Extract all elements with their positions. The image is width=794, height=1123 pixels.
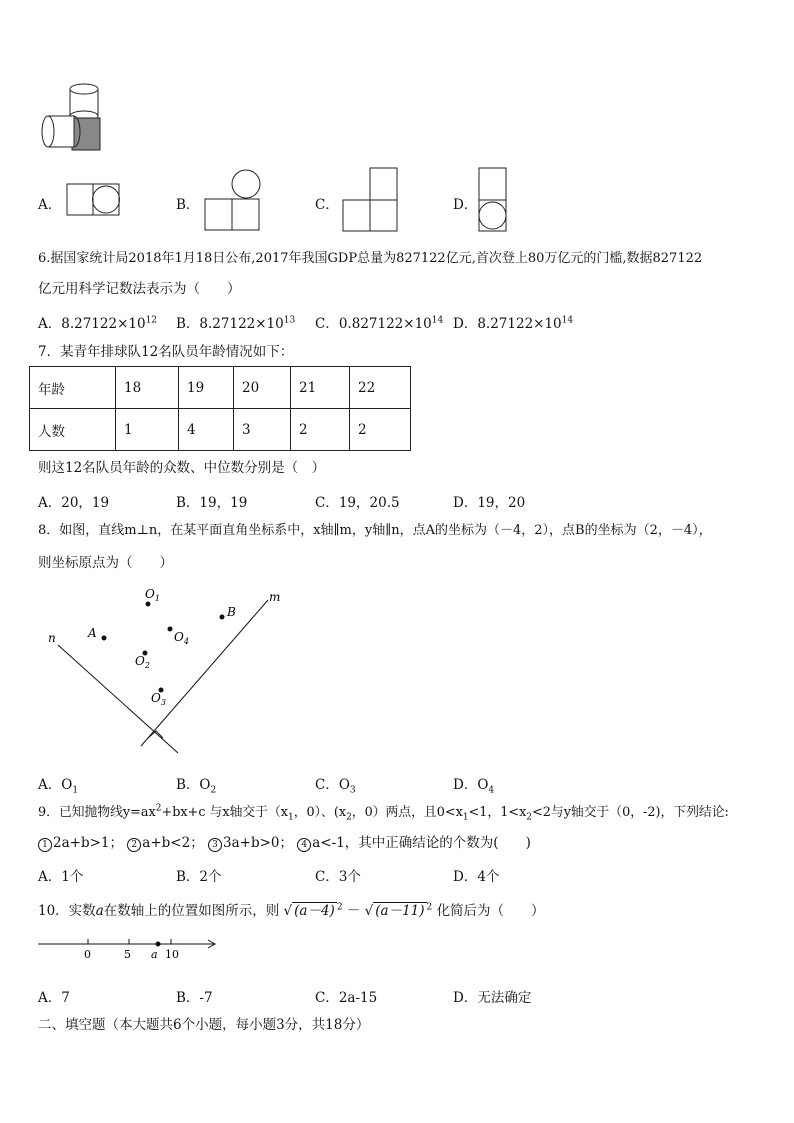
q10-option-c[interactable]: C．2a-15 bbox=[315, 990, 378, 1006]
q9-option-d[interactable]: D．4个 bbox=[453, 869, 500, 885]
point-a bbox=[156, 942, 161, 947]
point-a bbox=[102, 636, 107, 641]
q10-stem: 10．实数a在数轴上的位置如图所示，则 √ (a－4) $^2$ － √ (a－11) $^2$ 化简后为（ ） bbox=[38, 902, 545, 919]
q5-option-c-view bbox=[342, 167, 400, 233]
point-b bbox=[220, 615, 225, 620]
table-cell: 21 bbox=[291, 367, 350, 409]
q8-option-c[interactable]: C．$O_3$ bbox=[315, 777, 356, 796]
table-cell: 年龄 bbox=[30, 367, 116, 409]
q6-stem-line2: 亿元用科学记数法表示为（ ） bbox=[38, 281, 241, 297]
q5-option-d-label[interactable]: D． bbox=[453, 197, 478, 213]
table-cell: 19 bbox=[179, 367, 234, 409]
svg-text:a: a bbox=[151, 948, 158, 961]
q7-option-a[interactable]: A．20，19 bbox=[38, 495, 110, 511]
table-cell: 3 bbox=[234, 409, 291, 451]
q8-option-b[interactable]: B．$O_2$ bbox=[176, 777, 217, 796]
q6-option-a[interactable]: A．$8.27122\times 10^{12}$ bbox=[38, 315, 158, 332]
circled-number: 3 bbox=[208, 838, 222, 852]
q5-option-d-view bbox=[478, 167, 508, 233]
point-o3-label: $O_3$ bbox=[151, 691, 166, 707]
table-cell: 18 bbox=[116, 367, 179, 409]
table-cell: 1 bbox=[116, 409, 179, 451]
q9-option-b[interactable]: B．2个 bbox=[176, 869, 222, 885]
line-n-label: n bbox=[48, 631, 56, 645]
q9-option-a[interactable]: A．1个 bbox=[38, 869, 84, 885]
q5-option-c-label[interactable]: C． bbox=[315, 197, 339, 213]
q9-stem-line1: 9．已知抛物线$y=ax^2+bx+c$ 与x轴交于（$x_1$，0）、($x_2$，0）两点，且$0<x_1<1$，$1<x_2<2$与y轴交于（0，-2)，下列结论: bbox=[38, 803, 729, 823]
table-cell: 人数 bbox=[30, 409, 116, 451]
table-cell: 2 bbox=[350, 409, 411, 451]
svg-text:0: 0 bbox=[84, 948, 91, 961]
point-o1 bbox=[146, 602, 151, 607]
sqrt-symbol: √ bbox=[283, 903, 293, 919]
q8-figure bbox=[40, 585, 300, 760]
point-o4-label: $O_4$ bbox=[174, 630, 189, 646]
q5-option-a-view bbox=[66, 183, 122, 217]
section-2-heading: 二、填空题（本大题共6个小题，每小题3分，共18分） bbox=[38, 1017, 370, 1033]
q10-option-b[interactable]: B．-7 bbox=[176, 990, 213, 1006]
q7-question: 则这12名队员年龄的众数、中位数分别是（ ） bbox=[38, 460, 326, 476]
q8-stem-line1: 8．如图，直线m⊥n，在某平面直角坐标系中，x轴∥m，y轴∥n，点A的坐标为（－4，2），点B的坐标为（2，－4）， bbox=[38, 523, 712, 538]
table-cell: 4 bbox=[179, 409, 234, 451]
table-cell: 22 bbox=[350, 367, 411, 409]
q6-stem-line1: 6.据国家统计局2018年1月18日公布,2017年我国GDP总量为827122亿元,首次登上80万亿元的门槛,数据827122 bbox=[38, 251, 703, 266]
table-row bbox=[30, 409, 411, 451]
q8-stem-line2: 则坐标原点为（ ） bbox=[38, 555, 173, 571]
point-o1-label: $O_1$ bbox=[145, 587, 160, 603]
q7-stem: 7．某青年排球队12名队员年龄情况如下： bbox=[38, 344, 294, 360]
q9-option-c[interactable]: C．3个 bbox=[315, 869, 361, 885]
q8-option-a[interactable]: A．$O_1$ bbox=[38, 777, 79, 796]
point-b-label: B bbox=[227, 605, 236, 619]
q6-option-c[interactable]: C．$0.827122\times 10^{14}$ bbox=[315, 315, 444, 332]
point-a-label: A bbox=[88, 626, 97, 640]
q6-option-d[interactable]: D．$8.27122\times 10^{14}$ bbox=[453, 315, 574, 332]
point-o4 bbox=[168, 627, 173, 632]
line-m-label: m bbox=[269, 590, 281, 604]
table-cell: 20 bbox=[234, 367, 291, 409]
q9-stem-line2: 1 2a+b>1； 2 a+b<2； 3 3a+b>0； 4 a<-1，其中正确结论的个数为( ) bbox=[38, 834, 531, 852]
table-row bbox=[30, 367, 411, 409]
svg-text:5: 5 bbox=[124, 948, 131, 961]
circled-number: 2 bbox=[127, 838, 141, 852]
sqrt-symbol: √ bbox=[364, 903, 374, 919]
q7-age-table bbox=[29, 366, 411, 451]
q5-option-b-label[interactable]: B． bbox=[176, 197, 200, 213]
q8-option-d[interactable]: D．$O_4$ bbox=[453, 777, 495, 796]
q10-option-a[interactable]: A．7 bbox=[38, 990, 70, 1006]
point-o2-label: $O_2$ bbox=[135, 654, 150, 670]
q7-option-c[interactable]: C．19，20.5 bbox=[315, 495, 400, 511]
circled-number: 1 bbox=[38, 838, 52, 852]
q7-option-d[interactable]: D．19，20 bbox=[453, 495, 526, 511]
q10-option-d[interactable]: D．无法确定 bbox=[453, 990, 532, 1006]
line-m bbox=[141, 600, 268, 746]
q6-option-b[interactable]: B．$8.27122\times 10^{13}$ bbox=[176, 315, 296, 332]
q7-option-b[interactable]: B．19，19 bbox=[176, 495, 248, 511]
q5-solid-figure bbox=[38, 80, 108, 155]
svg-text:10: 10 bbox=[165, 948, 179, 961]
table-cell: 2 bbox=[291, 409, 350, 451]
q10-number-line bbox=[36, 935, 221, 961]
q5-option-a-label[interactable]: A． bbox=[38, 197, 62, 213]
circled-number: 4 bbox=[297, 838, 311, 852]
q5-option-b-view bbox=[204, 168, 262, 232]
